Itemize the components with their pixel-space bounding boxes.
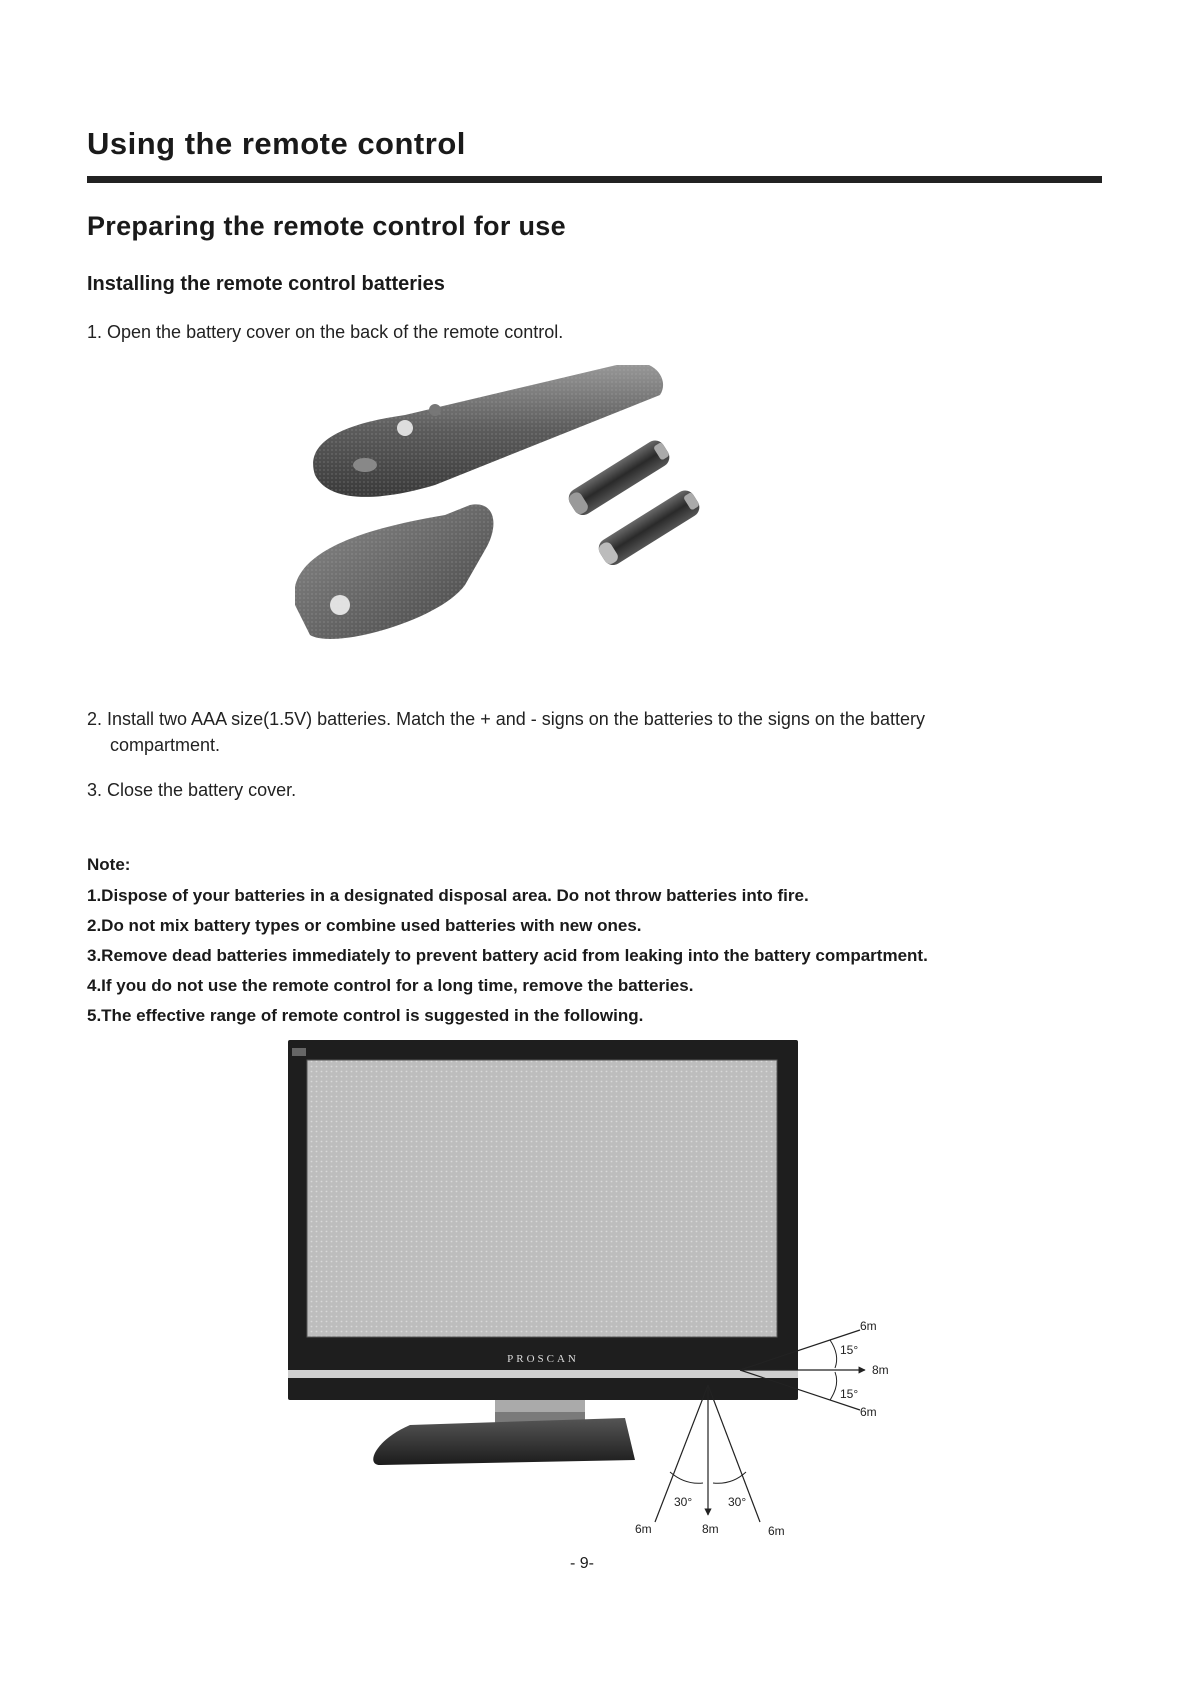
step-2-line-2: compartment.: [110, 735, 221, 755]
battery-cover: [295, 504, 493, 639]
subsection-title: Installing the remote control batteries: [87, 273, 445, 295]
note-item: 5.The effective range of remote control is suggested in the following.: [87, 1006, 644, 1025]
range-bottom-left: 6m: [635, 1522, 652, 1536]
step-3: 3. Close the battery cover.: [87, 780, 297, 800]
step-2: [87, 706, 1102, 758]
tv-stand: [373, 1400, 635, 1465]
aaa-batteries: [565, 437, 703, 569]
note-label: Note:: [87, 855, 131, 874]
note-item: 2.Do not mix battery types or combine used batteries with new ones.: [87, 916, 642, 935]
page-title: Using the remote control: [87, 126, 466, 161]
range-bottom-angle-left: 30°: [674, 1495, 693, 1509]
note-item: 1.Dispose of your batteries in a designated disposal area. Do not throw batteries into fire.: [87, 886, 809, 905]
page-number: - 9-: [570, 1555, 594, 1572]
tv-set: [285, 1040, 800, 1550]
tv-brand-logo: PROSCAN: [507, 1353, 579, 1365]
range-bottom-angle-right: 30°: [728, 1495, 747, 1509]
range-side-bottom: 6m: [860, 1405, 877, 1419]
note-item: 4.If you do not use the remote control for a long time, remove the batteries.: [87, 976, 694, 995]
range-side-top: 6m: [860, 1319, 877, 1333]
tv-range-diagram: [280, 1040, 940, 1550]
note-item: 3.Remove dead batteries immediately to prevent battery acid from leaking into the battery compartment.: [87, 946, 928, 965]
title-divider: [87, 176, 1102, 183]
step-1: 1. Open the battery cover on the back of the remote control.: [87, 322, 564, 342]
range-side-angle-top: 15°: [840, 1343, 859, 1357]
range-bottom-center: 8m: [702, 1522, 719, 1536]
step-2-line-1: 2. Install two AAA size(1.5V) batteries. Match the + and - signs on the batteries to the signs on the battery: [87, 709, 925, 729]
section-title: Preparing the remote control for use: [87, 211, 566, 241]
range-side-angle-bottom: 15°: [840, 1387, 859, 1401]
range-side-center: 8m: [872, 1363, 889, 1377]
range-bottom-right: 6m: [768, 1524, 785, 1538]
remote-batteries-illustration: [295, 365, 755, 685]
